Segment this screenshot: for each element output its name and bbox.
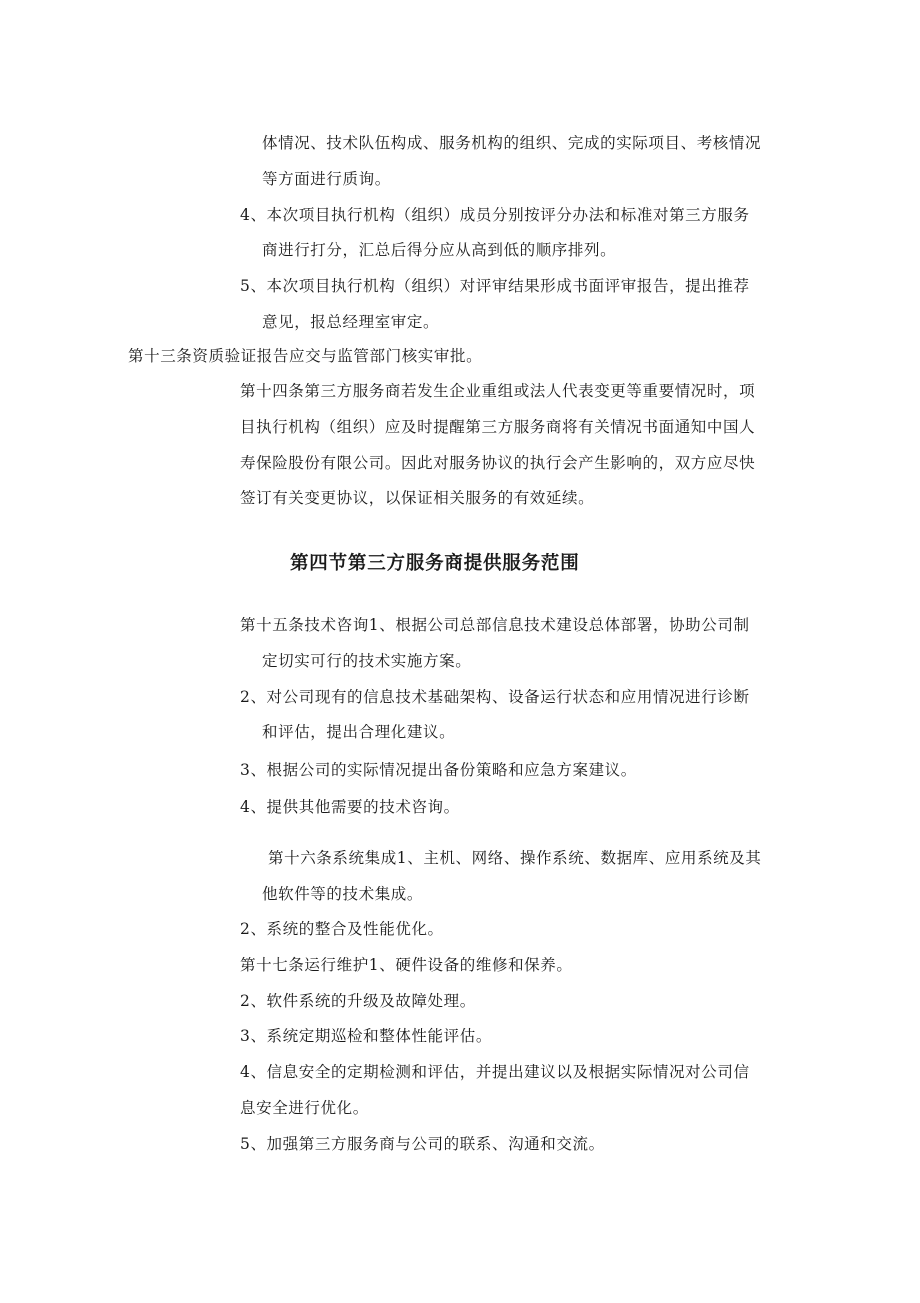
paragraph-line: 体情况、技术队伍构成、服务机构的组织、完成的实际项目、考核情况 xyxy=(262,134,762,152)
article-13: 第十三条资质验证报告应交与监管部门核实审批。 xyxy=(128,347,483,365)
list-item-4: 4、信息安全的定期检测和评估，并提出建议以及根据实际情况对公司信 xyxy=(240,1063,750,1081)
section-heading: 第四节第三方服务商提供服务范围 xyxy=(290,553,580,574)
paragraph-line: 他软件等的技术集成。 xyxy=(262,885,424,903)
list-item-2: 2、软件系统的升级及故障处理。 xyxy=(240,992,476,1010)
list-item-3: 3、根据公司的实际情况提出备份策略和应急方案建议。 xyxy=(240,761,637,779)
list-item-4: 4、提供其他需要的技术咨询。 xyxy=(240,798,460,816)
paragraph-line: 和评估，提出合理化建议。 xyxy=(262,723,456,741)
paragraph-line: 商进行打分，汇总后得分应从高到低的顺序排列。 xyxy=(262,241,617,259)
paragraph-line: 定切实可行的技术实施方案。 xyxy=(262,652,472,670)
paragraph-line: 意见，报总经理室审定。 xyxy=(262,313,440,331)
list-item-5: 5、本次项目执行机构（组织）对评审结果形成书面评审报告，提出推荐 xyxy=(240,277,750,295)
list-item-3: 3、系统定期巡检和整体性能评估。 xyxy=(240,1027,492,1045)
article-15: 第十五条技术咨询1、根据公司总部信息技术建设总体部署，协助公司制 xyxy=(240,616,750,634)
list-item-4: 4、本次项目执行机构（组织）成员分别按评分办法和标准对第三方服务 xyxy=(240,206,750,224)
list-item-2: 2、系统的整合及性能优化。 xyxy=(240,920,444,938)
list-item-5: 5、加强第三方服务商与公司的联系、沟通和交流。 xyxy=(240,1135,605,1153)
paragraph-line: 寿保险股份有限公司。因此对服务协议的执行会产生影响的，双方应尽快 xyxy=(240,454,756,472)
paragraph-line: 目执行机构（组织）应及时提醒第三方服务商将有关情况书面通知中国人 xyxy=(240,418,756,436)
paragraph-line: 签订有关变更协议，以保证相关服务的有效延续。 xyxy=(240,489,595,507)
paragraph-line: 等方面进行质询。 xyxy=(262,170,391,188)
article-14: 第十四条第三方服务商若发生企业重组或法人代表变更等重要情况时，项 xyxy=(240,382,756,400)
list-item-2: 2、对公司现有的信息技术基础架构、设备运行状态和应用情况进行诊断 xyxy=(240,688,750,706)
article-17: 第十七条运行维护1、硬件设备的维修和保养。 xyxy=(240,956,573,974)
article-16: 第十六条系统集成1、主机、网络、操作系统、数据库、应用系统及其 xyxy=(268,849,762,867)
paragraph-line: 息安全进行优化。 xyxy=(240,1099,369,1117)
